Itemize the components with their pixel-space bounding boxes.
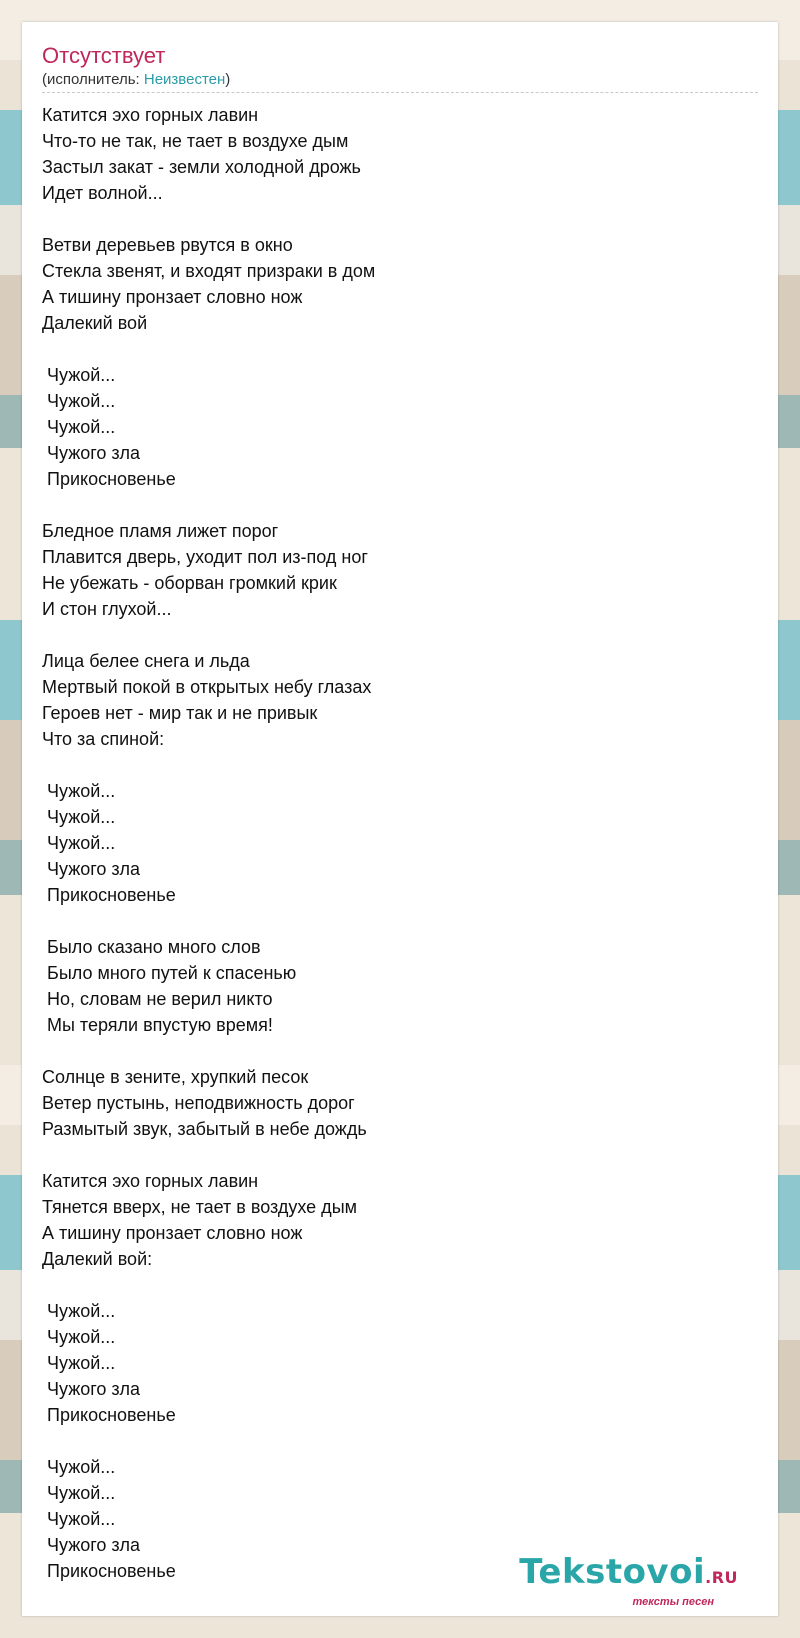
artist-line <box>42 70 758 90</box>
lyrics-line: Размытый звук, забытый в небе дождь <box>42 1119 367 1139</box>
lyrics-blank-line <box>42 1038 758 1064</box>
lyrics-blank-line <box>42 1428 758 1454</box>
lyrics-line: Чужого зла <box>42 443 140 463</box>
lyrics-line: Чужой... <box>42 1457 116 1477</box>
artist-suffix: ) <box>225 71 231 88</box>
lyrics-blank-line <box>42 752 758 778</box>
lyrics-line: Чужой... <box>42 833 116 853</box>
lyrics-line: Прикосновенье <box>42 885 176 905</box>
lyrics-line: Чужой... <box>42 1509 116 1529</box>
lyrics-line: Чужой... <box>42 807 116 827</box>
lyrics-line: Стекла звенят, и входят призраки в дом <box>42 261 376 281</box>
song-title: Отсутствует <box>42 43 166 68</box>
lyrics-line: Чужого зла <box>42 859 140 879</box>
lyrics-line: Плавится дверь, уходит пол из-под ног <box>42 547 368 567</box>
lyrics-line: Что-то не так, не тает в воздухе дым <box>42 131 349 151</box>
lyrics-line: Чужого зла <box>42 1379 140 1399</box>
lyrics-line: Чужой... <box>42 365 116 385</box>
lyrics-line: Героев нет - мир так и не привык <box>42 703 318 723</box>
lyrics-line: Чужой... <box>42 1353 116 1373</box>
lyrics-line: Застыл закат - земли холодной дрожь <box>42 157 361 177</box>
lyrics-line: Чужой... <box>42 781 116 801</box>
lyrics-blank-line <box>42 622 758 648</box>
lyrics-line: Чужого зла <box>42 1535 140 1555</box>
lyrics-line: Прикосновенье <box>42 1561 176 1581</box>
lyrics-blank-line <box>42 206 758 232</box>
logo-tld: .RU <box>705 1568 738 1587</box>
lyrics-line: Было сказано много слов <box>42 937 261 957</box>
lyrics-blank-line <box>42 336 758 362</box>
lyrics-card <box>22 22 778 1616</box>
logo-tagline: тексты песен <box>632 1596 714 1608</box>
lyrics-blank-line <box>42 492 758 518</box>
lyrics-line: Солнце в зените, хрупкий песок <box>42 1067 309 1087</box>
lyrics-line: Идет волной... <box>42 183 163 203</box>
lyrics-line: Далекий вой <box>42 313 148 333</box>
lyrics-line: Бледное пламя лижет порог <box>42 521 279 541</box>
lyrics-line: Чужой... <box>42 1301 116 1321</box>
lyrics-line: А тишину пронзает словно нож <box>42 1223 303 1243</box>
lyrics-line: Что за спиной: <box>42 729 165 749</box>
lyrics-line: Прикосновенье <box>42 469 176 489</box>
logo-name: Tekstovoi <box>519 1552 706 1592</box>
lyrics-line: Было много путей к спасенью <box>42 963 297 983</box>
lyrics-line: Чужой... <box>42 1327 116 1347</box>
lyrics-line: Тянется вверх, не тает в воздухе дым <box>42 1197 357 1217</box>
lyrics-line: Чужой... <box>42 391 116 411</box>
lyrics-blank-line <box>42 1272 758 1298</box>
lyrics-line: Далекий вой: <box>42 1249 153 1269</box>
lyrics-line: Не убежать - оборван громкий крик <box>42 573 337 593</box>
site-logo[interactable] <box>519 1554 738 1608</box>
lyrics-line: А тишину пронзает словно нож <box>42 287 303 307</box>
lyrics-line: Мертвый покой в открытых небу глазах <box>42 677 372 697</box>
artist-prefix: (исполнитель: <box>42 71 144 88</box>
lyrics-line: Чужой... <box>42 417 116 437</box>
lyrics-blank-line <box>42 908 758 934</box>
lyrics-line: Ветер пустынь, неподвижность дорог <box>42 1093 355 1113</box>
song-header <box>42 42 758 93</box>
lyrics-blank-line <box>42 1142 758 1168</box>
lyrics-line: Мы теряли впустую время! <box>42 1015 273 1035</box>
lyrics-line: Чужой... <box>42 1483 116 1503</box>
lyrics-line: Катится эхо горных лавин <box>42 105 259 125</box>
artist-link[interactable]: Неизвестен <box>143 71 226 88</box>
lyrics-line: Но, словам не верил никто <box>42 989 273 1009</box>
lyrics-line: Катится эхо горных лавин <box>42 1171 259 1191</box>
lyrics-line: Прикосновенье <box>42 1405 176 1425</box>
lyrics-line: И стон глухой... <box>42 599 172 619</box>
lyrics-line: Ветви деревьев рвутся в окно <box>42 235 293 255</box>
lyrics-text <box>42 102 758 1584</box>
lyrics-line: Лица белее снега и льда <box>42 651 250 671</box>
